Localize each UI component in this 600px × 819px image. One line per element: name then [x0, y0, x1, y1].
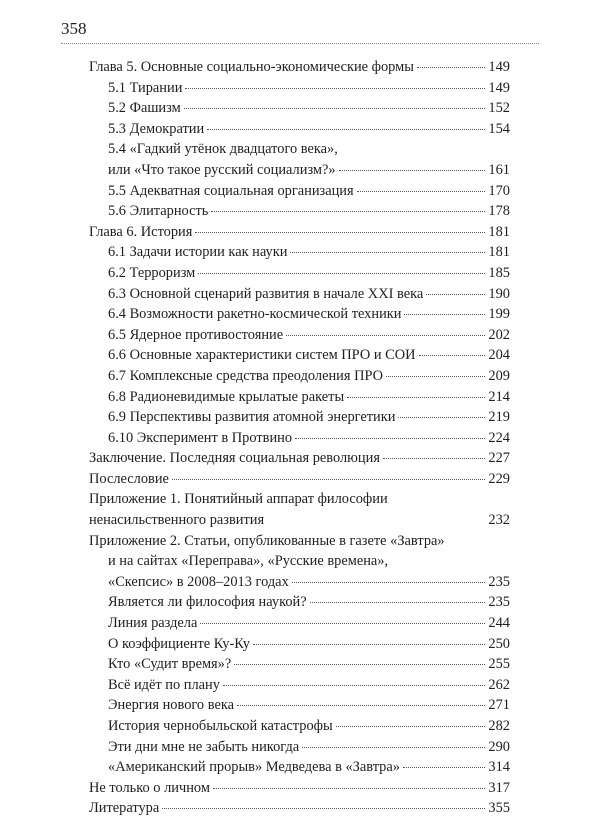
- dot-leader: [336, 726, 486, 727]
- toc-entry-line: [89, 716, 510, 737]
- toc-entry-title: 6.5 Ядерное противостояние: [108, 326, 284, 343]
- toc-page-number: 317: [488, 779, 510, 796]
- toc-entry-title: Всё идёт по плану: [108, 676, 220, 693]
- toc-entry-line: [89, 572, 510, 593]
- toc-entry-title: Литература: [89, 800, 160, 817]
- dot-leader: [223, 685, 485, 686]
- dot-leader: [207, 129, 485, 130]
- toc-entry-title: Кто «Судит время»?: [108, 656, 232, 673]
- toc-entry-title: Не только о личном: [89, 779, 210, 796]
- toc-page-number: 190: [488, 285, 510, 302]
- toc-page-number: 219: [488, 409, 510, 426]
- dot-leader: [172, 479, 485, 480]
- toc-page-number: 185: [488, 264, 510, 281]
- dot-leader: [253, 644, 485, 645]
- toc-entry-title: 5.5 Адекватная социальная организация: [108, 182, 354, 199]
- toc-entry-line: [89, 531, 510, 552]
- toc-page-number: 224: [488, 429, 510, 446]
- toc-entry-line: [89, 428, 510, 449]
- toc-page-number: 271: [488, 697, 510, 714]
- dot-leader: [419, 355, 486, 356]
- toc-page-number: 232: [488, 512, 510, 529]
- dot-leader: [357, 191, 486, 192]
- toc-page-number: 202: [488, 326, 510, 343]
- toc-page-number: 149: [488, 79, 510, 96]
- dot-leader: [310, 602, 486, 603]
- toc-entry-line: [89, 592, 510, 613]
- dot-leader: [211, 211, 485, 212]
- toc-page-number: 149: [488, 59, 510, 75]
- toc-entry-line: [89, 798, 510, 819]
- toc-entry-title: 5.4 «Гадкий утёнок двадцатого века»,: [108, 141, 338, 158]
- toc-entry-line: [89, 551, 510, 572]
- toc-entry-title: Энергия нового века: [108, 697, 234, 714]
- dot-leader: [295, 438, 485, 439]
- toc-entry-line: [89, 78, 510, 99]
- toc-page-number: 235: [488, 573, 510, 590]
- toc-entry-title: 6.2 Терроризм: [108, 264, 196, 281]
- toc-page-number: 290: [488, 738, 510, 755]
- toc-entry-line: [89, 448, 510, 469]
- toc-page-number: 282: [488, 718, 510, 734]
- toc-page-number: 209: [488, 367, 510, 384]
- toc-page-number: 262: [488, 676, 510, 693]
- toc-entry-line: [89, 510, 510, 531]
- toc-entry-line: [89, 695, 510, 716]
- toc-page-number: 250: [488, 635, 510, 652]
- toc-entry-title: Является ли философия наукой?: [108, 594, 307, 611]
- dot-leader: [404, 314, 485, 315]
- toc-entry-title: 5.2 Фашизм: [108, 100, 181, 117]
- dot-leader: [286, 335, 485, 336]
- toc-page-number: 255: [488, 656, 510, 673]
- toc-entry-title: 5.3 Демократии: [108, 120, 205, 137]
- toc-entry-line: [89, 489, 510, 510]
- dot-leader: [234, 664, 485, 665]
- toc-entry-title: «Скепсис» в 2008–2013 годах: [108, 573, 289, 590]
- toc-page-number: 152: [488, 100, 510, 117]
- dot-leader: [386, 376, 485, 377]
- toc-entry-title: Глава 6. История: [89, 223, 193, 240]
- toc-entry-line: [89, 57, 510, 78]
- toc-entry-title: Послесловие: [89, 470, 169, 487]
- toc-entry-title: Приложение 2. Статьи, опубликованные в газете «Завтра»: [89, 532, 445, 549]
- dot-leader: [185, 88, 485, 89]
- dot-leader: [237, 705, 485, 706]
- toc-page-number: 244: [488, 615, 510, 632]
- dot-leader: [200, 623, 485, 624]
- toc-entry-line: [89, 304, 510, 325]
- toc-entry-title: 6.6 Основные характеристики систем ПРО и СОИ: [108, 347, 416, 364]
- toc-entry-line: [89, 139, 510, 160]
- toc-entry-line: [89, 242, 510, 263]
- dot-leader: [184, 108, 486, 109]
- toc-entry-title: Заключение. Последняя социальная революция: [89, 450, 380, 467]
- dot-leader: [292, 582, 486, 583]
- toc-entry-line: [89, 469, 510, 490]
- toc-entry-title: 6.10 Эксперимент в Протвино: [108, 429, 293, 446]
- toc-entry-line: [89, 201, 510, 222]
- toc-entry-line: [89, 181, 510, 202]
- toc-page-number: 214: [488, 388, 510, 405]
- toc-page-number: 227: [488, 450, 510, 467]
- toc-page-number: 178: [488, 203, 510, 220]
- page-number: 358: [61, 19, 87, 38]
- toc-entry-line: [89, 119, 510, 140]
- toc-entry-line: [89, 654, 510, 675]
- toc-page-number: 170: [488, 182, 510, 199]
- toc-page-number: 181: [488, 244, 510, 261]
- toc-entry-line: [89, 222, 510, 243]
- toc-entry-line: [89, 613, 510, 634]
- toc-entry-title: Линия раздела: [108, 615, 198, 632]
- toc-entry-title: 6.3 Основной сценарий развития в начале XXI века: [108, 285, 424, 302]
- dot-leader: [347, 397, 485, 398]
- dot-leader: [162, 808, 485, 809]
- toc-entry-title: 6.8 Радионевидимые крылатые ракеты: [108, 388, 345, 405]
- toc-entry-title: 6.1 Задачи истории как науки: [108, 244, 288, 261]
- header-rule: [61, 43, 539, 44]
- table-of-contents: [89, 57, 510, 819]
- toc-entry-title: О коэффициенте Ку-Ку: [108, 635, 250, 652]
- toc-entry-title: 6.4 Возможности ракетно-космической техники: [108, 306, 402, 323]
- toc-entry-title: 6.7 Комплексные средства преодоления ПРО: [108, 367, 384, 384]
- dot-leader: [213, 788, 485, 789]
- toc-entry-title: 5.1 Тирании: [108, 79, 183, 96]
- toc-entry-line: [89, 387, 510, 408]
- toc-entry-title: Глава 5. Основные социально-экономические формы: [89, 59, 414, 75]
- toc-page-number: 181: [488, 223, 510, 240]
- toc-entry-line: [89, 284, 510, 305]
- toc-entry-title: 5.6 Элитарность: [108, 203, 209, 220]
- toc-entry-title: 6.9 Перспективы развития атомной энергетики: [108, 409, 396, 426]
- toc-entry-line: [89, 737, 510, 758]
- toc-entry-line: [89, 407, 510, 428]
- dot-leader: [398, 417, 485, 418]
- toc-entry-title: или «Что такое русский социализм?»: [108, 161, 336, 178]
- toc-entry-line: [89, 98, 510, 119]
- toc-entry-line: [89, 366, 510, 387]
- toc-page-number: 235: [488, 594, 510, 611]
- toc-entry-line: [89, 634, 510, 655]
- toc-page-number: 314: [488, 759, 510, 776]
- toc-entry-line: [89, 675, 510, 696]
- toc-entry-title: Приложение 1. Понятийный аппарат философии: [89, 491, 388, 508]
- toc-page-number: 355: [488, 800, 510, 817]
- toc-entry-line: [89, 263, 510, 284]
- toc-entry-line: [89, 325, 510, 346]
- toc-entry-line: [89, 757, 510, 778]
- toc-entry-title: и на сайтах «Переправа», «Русские времена»,: [108, 553, 389, 570]
- toc-page-number: 161: [488, 161, 510, 178]
- toc-entry-title: «Американский прорыв» Медведева в «Завтра»: [108, 759, 400, 776]
- toc-entry-title: Эти дни мне не забыть никогда: [108, 738, 300, 755]
- dot-leader: [195, 232, 485, 233]
- toc-entry-line: [89, 778, 510, 799]
- toc-entry-line: [89, 160, 510, 181]
- toc-page-number: 199: [488, 306, 510, 323]
- toc-page-number: 154: [488, 120, 510, 137]
- dot-leader: [339, 170, 486, 171]
- dot-leader: [198, 273, 485, 274]
- dot-leader: [426, 294, 485, 295]
- dot-leader: [290, 252, 485, 253]
- dot-leader: [403, 767, 485, 768]
- toc-entry-line: [89, 345, 510, 366]
- dot-leader: [383, 458, 485, 459]
- dot-leader: [302, 747, 485, 748]
- toc-page-number: 204: [488, 347, 510, 364]
- dot-leader: [417, 67, 485, 68]
- toc-entry-title: ненасильственного развития: [89, 512, 265, 529]
- toc-page-number: 229: [488, 470, 510, 487]
- toc-entry-title: История чернобыльской катастрофы: [108, 718, 333, 734]
